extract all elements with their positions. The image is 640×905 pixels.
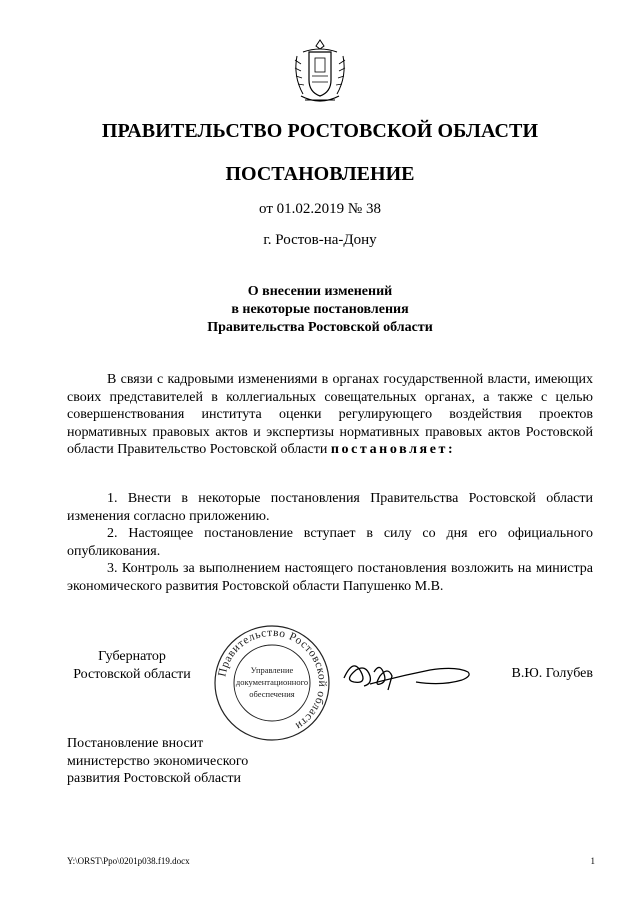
stamp-inner-line-1: Управление — [250, 665, 294, 675]
note-line-3: развития Ростовской области — [67, 771, 241, 786]
subject-line-3: Правительства Ростовской области — [207, 320, 433, 335]
stamp-outer-text: Правительство Ростовской области — [216, 626, 329, 733]
document-subject — [0, 283, 640, 337]
decree-item-1: 1. Внести в некоторые постановления Правительства Ростовской области изменения согласно приложению. — [67, 491, 593, 524]
decree-items — [67, 490, 593, 595]
page-number: 1 — [590, 856, 595, 866]
preamble-paragraph — [67, 371, 593, 459]
date-number-line: от 01.02.2019 № 38 — [259, 201, 381, 217]
signatory-title-line-2: Ростовской области — [73, 666, 191, 682]
handwritten-signature — [340, 650, 472, 700]
subject-line-1: О внесении изменений — [247, 284, 393, 299]
document-type-title: ПОСТАНОВЛЕНИЕ — [225, 163, 415, 185]
decree-item-3: 3. Контроль за выполнением настоящего постановления возложить на министра экономического развития Ростовской области Папушенко М.В. — [67, 561, 593, 594]
decree-word: постановляет: — [330, 442, 456, 457]
city-line: г. Ростов-на-Дону — [263, 232, 377, 248]
stamp-inner-line-2: документационного — [235, 677, 309, 687]
submission-note — [67, 735, 248, 788]
subject-line-2: в некоторые постановления — [231, 302, 409, 317]
signatory-name: В.Ю. Голубев — [511, 666, 593, 681]
signatory-title — [67, 648, 197, 683]
file-path: Y:\ORST\Ppo\0201p038.f19.docx — [67, 856, 190, 866]
stamp-inner-line-3: обеспечения — [249, 689, 295, 699]
decree-item-2: 2. Настоящее постановление вступает в силу со дня его официального опубликования. — [67, 526, 593, 559]
note-line-1: Постановление вносит — [67, 736, 204, 751]
signatory-title-line-1: Губернатор — [98, 649, 166, 664]
coat-of-arms-icon — [291, 38, 349, 106]
government-title: ПРАВИТЕЛЬСТВО РОСТОВСКОЙ ОБЛАСТИ — [101, 120, 539, 142]
note-line-2: министерство экономического — [67, 753, 249, 769]
official-stamp — [212, 623, 332, 743]
preamble-text: В связи с кадровыми изменениями в органах государственной власти, имеющих своих представителей в коллегиальных совещательных органах, а также с целью совершенствования института оценки регулирующего воздействия проектов нормативных правовых актов и экспертизы нормативных правовых актов Ростовской области Правительство Ростовской области — [67, 372, 593, 457]
